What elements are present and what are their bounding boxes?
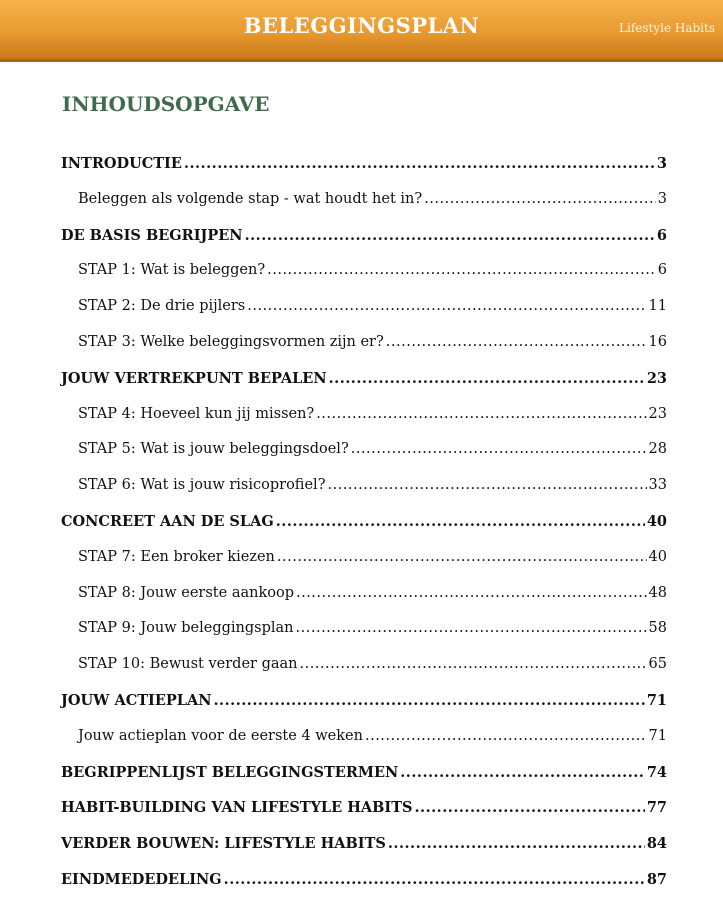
- toc-entry-stap-6[interactable]: [61, 477, 667, 513]
- toc-entry-stap-4[interactable]: [61, 406, 667, 442]
- brand-name: Lifestyle Habits: [619, 21, 715, 35]
- toc-leader-dots: [299, 656, 646, 672]
- toc-entry-page: 87: [646, 870, 667, 888]
- toc-leader-dots: [327, 477, 646, 493]
- toc-entry-label: STAP 6: Wat is jouw risicoprofiel?: [78, 477, 326, 494]
- toc-entry-page: 23: [648, 405, 667, 422]
- toc-entry-page: 28: [648, 441, 667, 458]
- toc-leader-dots: [247, 298, 646, 314]
- toc-entry-stap-9[interactable]: [61, 620, 667, 656]
- toc-entry-stap-2[interactable]: [61, 298, 667, 334]
- toc-entry-page: 58: [648, 620, 667, 637]
- toc-entry-page: 71: [648, 727, 667, 744]
- toc-entry-de-basis-begrijpen[interactable]: [61, 227, 667, 263]
- toc-entry-page: 74: [646, 763, 667, 781]
- toc-leader-dots: [267, 262, 656, 278]
- toc-entry-stap-3[interactable]: [61, 334, 667, 370]
- toc-leader-dots: [296, 585, 647, 601]
- toc-entry-label: HABIT-BUILDING VAN LIFESTYLE HABITS: [61, 799, 413, 817]
- toc-entry-label: Beleggen als volgende stap - wat houdt het in?: [78, 190, 423, 207]
- toc-entry-stap-8[interactable]: [61, 585, 667, 621]
- toc-entry-page: 6: [657, 262, 667, 279]
- toc-entry-verder-bouwen[interactable]: [61, 835, 667, 871]
- page-header: [0, 0, 723, 62]
- toc-entry-stap-1[interactable]: [61, 262, 667, 298]
- toc-entry-label: CONCREET AAN DE SLAG: [61, 512, 274, 530]
- toc-leader-dots: [245, 227, 655, 244]
- toc-entry-label: STAP 8: Jouw eerste aankoop: [78, 584, 294, 601]
- toc-entry-label: JOUW VERTREKPUNT BEPALEN: [61, 369, 327, 387]
- toc-entry-page: 3: [656, 155, 667, 172]
- toc-entry-page: 11: [648, 298, 667, 315]
- toc-entry-label: STAP 3: Welke beleggingsvormen zijn er?: [78, 333, 384, 350]
- toc-entry-actieplan-eerste-4-weken[interactable]: [61, 728, 667, 764]
- toc-entry-label: VERDER BOUWEN: LIFESTYLE HABITS: [61, 835, 386, 853]
- toc-entry-introductie[interactable]: [61, 155, 667, 191]
- toc-leader-dots: [351, 441, 647, 457]
- toc-entry-label: STAP 4: Hoeveel kun jij missen?: [78, 405, 315, 422]
- toc-entry-page: 6: [656, 226, 667, 244]
- toc-leader-dots: [184, 155, 655, 172]
- toc-leader-dots: [414, 799, 644, 816]
- toc-entry-page: 71: [646, 691, 667, 709]
- toc-entry-label: JOUW ACTIEPLAN: [61, 691, 212, 709]
- toc-leader-dots: [214, 692, 645, 709]
- toc-entry-page: 3: [657, 190, 667, 207]
- toc-entry-page: 33: [648, 477, 667, 494]
- toc-entry-page: 84: [646, 835, 667, 853]
- toc-entry-begrippenlijst[interactable]: [61, 764, 667, 800]
- toc-leader-dots: [277, 549, 647, 565]
- toc-entry-eindmededeling[interactable]: [61, 871, 667, 907]
- toc-entry-page: 40: [648, 548, 667, 565]
- toc-entry-label: Jouw actieplan voor de eerste 4 weken: [78, 727, 363, 744]
- toc-entry-label: STAP 10: Bewust verder gaan: [78, 656, 298, 673]
- toc-leader-dots: [224, 871, 645, 888]
- toc-leader-dots: [316, 406, 646, 422]
- toc-entry-page: 40: [646, 512, 667, 530]
- toc-entry-label: INTRODUCTIE: [61, 155, 182, 172]
- toc-leader-dots: [424, 191, 656, 207]
- toc-entry-label: STAP 9: Jouw beleggingsplan: [78, 620, 294, 637]
- toc-entry-page: 23: [646, 369, 667, 387]
- toc-entry-stap-10[interactable]: [61, 656, 667, 692]
- toc-leader-dots: [365, 728, 647, 744]
- toc-entry-label: STAP 5: Wat is jouw beleggingsdoel?: [78, 441, 349, 458]
- toc-leader-dots: [329, 370, 645, 387]
- toc-entry-label: STAP 1: Wat is beleggen?: [78, 262, 266, 279]
- toc-leader-dots: [386, 334, 647, 350]
- toc-entry-page: 65: [648, 656, 667, 673]
- toc-entry-stap-7[interactable]: [61, 549, 667, 585]
- toc-entry-label: DE BASIS BEGRIJPEN: [61, 226, 243, 244]
- toc-entry-jouw-actieplan[interactable]: [61, 692, 667, 728]
- toc-entry-habit-building[interactable]: [61, 799, 667, 835]
- document-title: BELEGGINGSPLAN: [243, 13, 480, 38]
- toc-entry-label: STAP 2: De drie pijlers: [78, 298, 246, 315]
- toc-leader-dots: [276, 513, 645, 530]
- toc-entry-label: EINDMEDEDELING: [61, 870, 222, 888]
- toc-leader-dots: [400, 764, 645, 781]
- toc-entry-beleggen-volgende-stap[interactable]: [61, 191, 667, 227]
- toc-entry-label: STAP 7: Een broker kiezen: [78, 548, 275, 565]
- toc-leader-dots: [388, 835, 645, 852]
- toc-entry-page: 77: [646, 799, 667, 817]
- toc-leader-dots: [296, 620, 647, 636]
- toc-entry-label: BEGRIPPENLIJST BELEGGINGSTERMEN: [61, 763, 399, 781]
- table-of-contents: [61, 155, 667, 907]
- toc-entry-concreet-aan-de-slag[interactable]: [61, 513, 667, 549]
- toc-entry-page: 16: [648, 333, 667, 350]
- toc-entry-jouw-vertrekpunt-bepalen[interactable]: [61, 370, 667, 406]
- toc-entry-stap-5[interactable]: [61, 441, 667, 477]
- toc-heading: INHOUDSOPGAVE: [62, 92, 270, 116]
- toc-entry-page: 48: [648, 584, 667, 601]
